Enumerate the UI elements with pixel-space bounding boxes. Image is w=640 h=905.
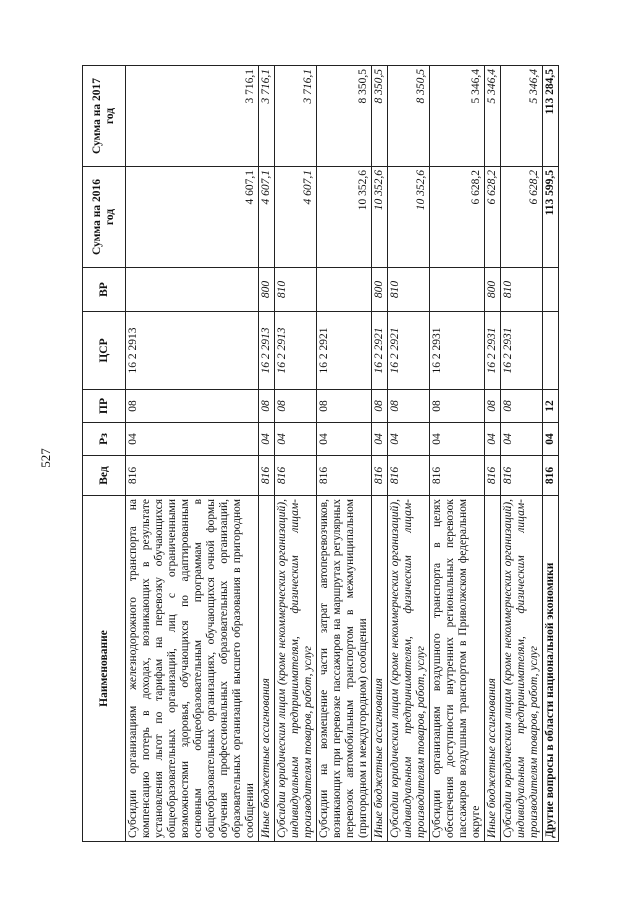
table-row <box>501 66 543 842</box>
row-rz-cell: 04 <box>485 423 501 456</box>
row-sum-2016-cell: 113 599,5 <box>543 167 559 268</box>
row-rz-cell: 04 <box>259 423 275 456</box>
table-row <box>543 66 559 842</box>
row-ved-cell: 816 <box>388 456 430 496</box>
page-number: 527 <box>38 448 53 468</box>
row-sum-2016-cell: 4 607,1 <box>275 167 317 268</box>
row-vr-cell: 800 <box>485 268 501 312</box>
row-csr-cell <box>543 312 559 390</box>
row-ved-cell: 816 <box>317 456 372 496</box>
table-row <box>317 66 372 842</box>
row-csr-cell: 16 2 2921 <box>372 312 388 390</box>
row-csr-cell: 16 2 2913 <box>275 312 317 390</box>
row-rz-cell: 04 <box>388 423 430 456</box>
budget-table <box>82 65 559 842</box>
header-rz: Рз <box>83 423 126 456</box>
row-rz-cell: 04 <box>543 423 559 456</box>
header-name: Наименование <box>83 496 126 842</box>
row-pr-cell: 08 <box>275 390 317 423</box>
header-ved: Вед <box>83 456 126 496</box>
table-row <box>430 66 485 842</box>
header-vr: ВР <box>83 268 126 312</box>
row-csr-cell: 16 2 2921 <box>388 312 430 390</box>
row-vr-cell: 810 <box>275 268 317 312</box>
row-rz-cell: 04 <box>126 423 259 456</box>
header-csr: ЦСР <box>83 312 126 390</box>
row-name-cell: Субсидии юридическим лицам (кроме некоммерческих организаций), индивидуальным предпринимателям, физическим лицам-производителям товаров, работ, услуг <box>501 496 543 842</box>
row-pr-cell: 08 <box>372 390 388 423</box>
row-pr-cell: 08 <box>317 390 372 423</box>
row-sum-2016-cell: 4 607,1 <box>126 167 259 268</box>
row-rz-cell: 04 <box>275 423 317 456</box>
row-sum-2016-cell: 10 352,6 <box>372 167 388 268</box>
row-name-cell: Иные бюджетные ассигнования <box>485 496 501 842</box>
row-csr-cell: 16 2 2931 <box>485 312 501 390</box>
row-name-cell: Субсидии организациям воздушного транспорта в целях обеспечения доступности внутренних региональных перевозок пассажиров воздушным транспортом в Приволжском федеральном округе <box>430 496 485 842</box>
table-header-row <box>83 66 126 842</box>
row-ved-cell: 816 <box>259 456 275 496</box>
row-sum-2017-cell: 113 284,5 <box>543 66 559 167</box>
row-pr-cell: 08 <box>485 390 501 423</box>
table-body <box>126 66 559 842</box>
row-sum-2017-cell: 3 716,1 <box>275 66 317 167</box>
row-csr-cell: 16 2 2913 <box>259 312 275 390</box>
budget-table-sheet <box>82 66 556 842</box>
row-vr-cell: 810 <box>501 268 543 312</box>
row-vr-cell: 810 <box>388 268 430 312</box>
row-sum-2017-cell: 8 350,5 <box>388 66 430 167</box>
table-row <box>485 66 501 842</box>
row-rz-cell: 04 <box>317 423 372 456</box>
header-sum-2017: Сумма на 2017 год <box>83 66 126 167</box>
row-name-cell: Субсидии юридическим лицам (кроме некоммерческих организаций), индивидуальным предпринимателям, физическим лицам-производителям товаров, работ, услуг <box>275 496 317 842</box>
row-sum-2017-cell: 5 346,4 <box>430 66 485 167</box>
table-row <box>275 66 317 842</box>
row-name-cell: Субсидии юридическим лицам (кроме некоммерческих организаций), индивидуальным предпринимателям, физическим лицам-производителям товаров, работ, услуг <box>388 496 430 842</box>
row-ved-cell: 816 <box>275 456 317 496</box>
row-csr-cell: 16 2 2921 <box>317 312 372 390</box>
row-sum-2016-cell: 6 628,2 <box>485 167 501 268</box>
row-rz-cell: 04 <box>501 423 543 456</box>
row-ved-cell: 816 <box>372 456 388 496</box>
row-pr-cell: 08 <box>126 390 259 423</box>
row-ved-cell: 816 <box>501 456 543 496</box>
row-csr-cell: 16 2 2913 <box>126 312 259 390</box>
row-vr-cell <box>317 268 372 312</box>
row-sum-2017-cell: 5 346,4 <box>501 66 543 167</box>
row-name-cell: Иные бюджетные ассигнования <box>259 496 275 842</box>
row-sum-2017-cell: 8 350,5 <box>317 66 372 167</box>
row-pr-cell: 12 <box>543 390 559 423</box>
table-row <box>126 66 259 842</box>
row-rz-cell: 04 <box>372 423 388 456</box>
row-vr-cell <box>430 268 485 312</box>
row-pr-cell: 08 <box>259 390 275 423</box>
row-csr-cell: 16 2 2931 <box>430 312 485 390</box>
row-sum-2017-cell: 8 350,5 <box>372 66 388 167</box>
row-sum-2017-cell: 5 346,4 <box>485 66 501 167</box>
header-pr: ПР <box>83 390 126 423</box>
row-vr-cell: 800 <box>372 268 388 312</box>
row-sum-2016-cell: 10 352,6 <box>388 167 430 268</box>
table-row <box>259 66 275 842</box>
row-pr-cell: 08 <box>501 390 543 423</box>
row-pr-cell: 08 <box>388 390 430 423</box>
row-sum-2016-cell: 6 628,2 <box>501 167 543 268</box>
table-row <box>388 66 430 842</box>
table-row <box>372 66 388 842</box>
row-ved-cell: 816 <box>126 456 259 496</box>
row-sum-2017-cell: 3 716,1 <box>126 66 259 167</box>
row-sum-2017-cell: 3 716,1 <box>259 66 275 167</box>
row-name-cell: Субсидии организациям железнодорожного транспорта на компенсацию потерь в доходах, возникающих в результате установления льгот по тарифам на перевозку обучающихся общеобразовательных организаций, лиц с ограниченными возможностями здоровья, обучающихся по адаптированным основным общеобразовательным программам в общеобразовательных организациях, обучающихся очной формы обучения профессиональных образовательных организаций, образовательных организаций высшего образования в пригородном сообщении <box>126 496 259 842</box>
row-name-cell: Субсидии на возмещение части затрат автоперевозчиков, возникающих при перевозке пассажиров на маршрутах регулярных перевозок автомобильным транспортом в межмуниципальном (пригородном и междугородном) сообщении <box>317 496 372 842</box>
row-vr-cell <box>543 268 559 312</box>
row-sum-2016-cell: 10 352,6 <box>317 167 372 268</box>
row-vr-cell: 800 <box>259 268 275 312</box>
row-ved-cell: 816 <box>543 456 559 496</box>
row-ved-cell: 816 <box>430 456 485 496</box>
row-ved-cell: 816 <box>485 456 501 496</box>
row-csr-cell: 16 2 2931 <box>501 312 543 390</box>
row-pr-cell: 08 <box>430 390 485 423</box>
row-name-cell: Иные бюджетные ассигнования <box>372 496 388 842</box>
row-name-cell: Другие вопросы в области национальной экономики <box>543 496 559 842</box>
row-sum-2016-cell: 6 628,2 <box>430 167 485 268</box>
row-vr-cell <box>126 268 259 312</box>
row-sum-2016-cell: 4 607,1 <box>259 167 275 268</box>
row-rz-cell: 04 <box>430 423 485 456</box>
header-sum-2016: Сумма на 2016 год <box>83 167 126 268</box>
